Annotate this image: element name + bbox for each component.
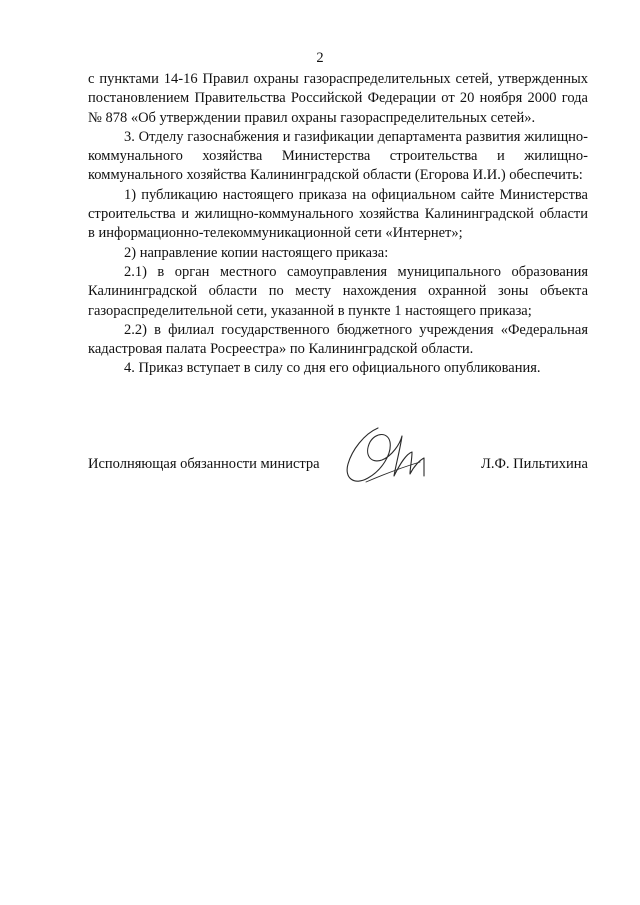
page-number: 2	[316, 50, 324, 66]
paragraph-subitem-1: 1) публикацию настоящего приказа на официальном сайте Министерства строительства и жилищно-коммунального хозяйства Калининградской области в информационно-телекоммуникационной сети «Интернет»;	[88, 186, 588, 242]
paragraph-continuation: с пунктами 14-16 Правил охраны газораспределительных сетей, утвержденных постановлением Правительства Российской Федерации от 20 ноября 2000 года № 878 «Об утверждении правил охраны газораспределительных сетей».	[88, 71, 588, 126]
document-body	[88, 70, 588, 379]
paragraph-subitem-2-1: 2.1) в орган местного самоуправления муниципального образования Калининградской области по месту нахождения охранной зоны объекта газораспределительной сети, указанной в пункте 1 настоящего приказа;	[88, 263, 588, 319]
paragraph-subitem-2-2: 2.2) в филиал государственного бюджетного учреждения «Федеральная кадастровая палата Росреестра» по Калининградской области.	[88, 321, 588, 358]
signature-block	[88, 456, 588, 486]
signatory-title: Исполняющая обязанности министра	[88, 456, 320, 472]
signatory-name: Л.Ф. Пильтихина	[481, 456, 588, 472]
paragraph-item-4: 4. Приказ вступает в силу со дня его официального опубликования.	[124, 360, 541, 377]
paragraph-subitem-2: 2) направление копии настоящего приказа:	[124, 244, 389, 261]
paragraph-item-3: 3. Отделу газоснабжения и газификации департамента развития жилищно-коммунального хозяйства Министерства строительства и жилищно-коммунального хозяйства Калининградской области (Егорова И.И.) обеспечить:	[88, 128, 588, 184]
handwritten-signature	[340, 424, 440, 494]
